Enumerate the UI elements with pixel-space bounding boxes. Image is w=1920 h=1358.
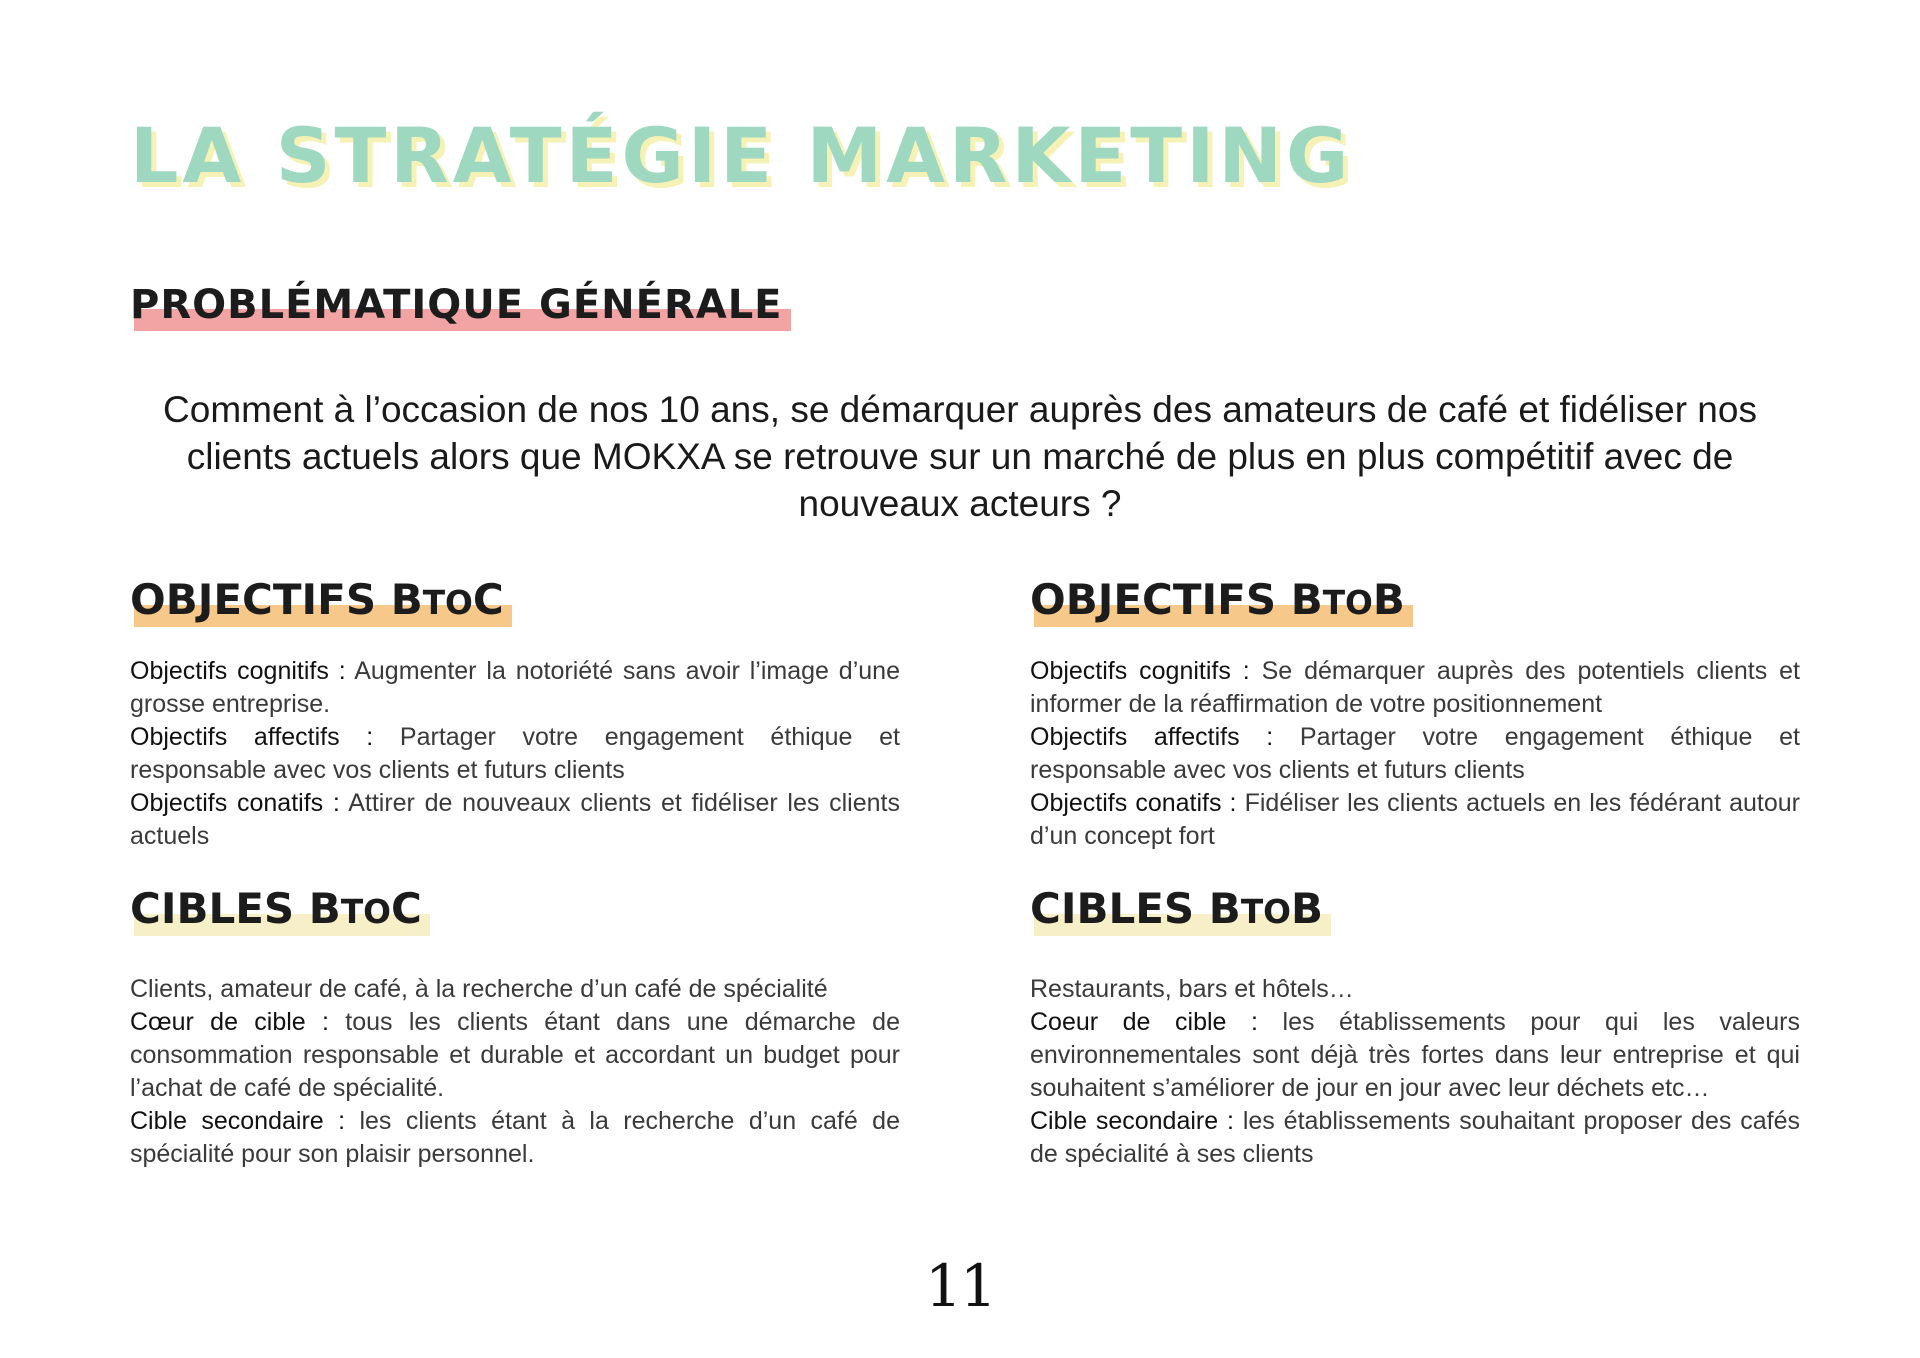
objectifs-btob-conatifs (1030, 787, 1800, 853)
coeur-label: Cœur de cible : (130, 1008, 329, 1036)
coeur-label: Coeur de cible : (1030, 1008, 1258, 1036)
objectifs-btob-heading (1030, 575, 1413, 624)
cibles-btoc-heading-end: C (391, 884, 422, 933)
objectifs-btoc-heading (130, 575, 512, 624)
affectifs-text: Partager votre engagement éthique et responsable avec vos clients et futurs clients (1030, 723, 1800, 784)
objectifs-btob-heading-main: OBJECTIFS B (1030, 575, 1323, 624)
objectifs-btoc-heading-main: OBJECTIFS B (130, 575, 423, 624)
cognitifs-label: Objectifs cognitifs : (1030, 657, 1250, 685)
objectifs-btob-heading-small: TO (1322, 584, 1373, 622)
secondaire-label: Cible secondaire : (130, 1107, 346, 1135)
objectifs-btob-cognitifs (1030, 655, 1800, 721)
coeur-text: les établissements pour qui les valeurs environnementales sont déjà très fortes dans leur entreprise et qui souhaitent s’améliorer de jour en jour avec leur déchets etc… (1030, 1008, 1800, 1102)
objectifs-btoc-heading-end: C (472, 575, 504, 624)
cibles-btob-heading-end: B (1291, 884, 1324, 933)
objectifs-btoc-affectifs (130, 721, 900, 787)
affectifs-label: Objectifs affectifs : (130, 723, 374, 751)
secondaire-text: les établissements souhaitant proposer des cafés de spécialité à ses clients (1030, 1107, 1800, 1168)
page-title: LA STRATÉGIE MARKETING (130, 111, 1353, 200)
conatifs-text: Fidéliser les clients actuels en les fédérant autour d’un concept fort (1030, 789, 1800, 850)
cibles-btob-block (1030, 973, 1800, 1171)
cibles-btob-heading (1030, 884, 1331, 933)
objectifs-btob-heading-end: B (1372, 575, 1405, 624)
secondaire-text: les clients étant à la recherche d’un café de spécialité pour son plaisir personnel. (130, 1107, 900, 1168)
secondaire-label: Cible secondaire : (1030, 1107, 1234, 1135)
problematique-question: Comment à l’occasion de nos 10 ans, se démarquer auprès des amateurs de café et fidéliser nos clients actuels alors que MOKXA se retrouve sur un marché de plus en plus compétitif avec de nouveaux acteurs ? (163, 389, 1757, 524)
objectifs-btob-block (1030, 655, 1800, 853)
conatifs-label: Objectifs conatifs : (130, 789, 340, 817)
affectifs-text: Partager votre engagement éthique et responsable avec vos clients et futurs clients (130, 723, 900, 784)
cibles-btob-heading-small: TO (1240, 893, 1291, 931)
cibles-btob-secondaire (1030, 1105, 1800, 1171)
cognitifs-text: Se démarquer auprès des potentiels clients et informer de la réaffirmation de votre positionnement (1030, 657, 1800, 718)
cibles-btoc-heading-main: CIBLES B (130, 884, 341, 933)
cibles-btoc-intro: Clients, amateur de café, à la recherche d’un café de spécialité (130, 975, 828, 1003)
conatifs-label: Objectifs conatifs : (1030, 789, 1237, 817)
cibles-btob-coeur (1030, 1006, 1800, 1105)
conatifs-text: Attirer de nouveaux clients et fidéliser les clients actuels (130, 789, 900, 850)
coeur-text: tous les clients étant dans une démarche de consommation responsable et durable et accordant un budget pour l’achat de café de spécialité. (130, 1008, 900, 1102)
objectifs-btoc-block (130, 655, 900, 853)
affectifs-label: Objectifs affectifs : (1030, 723, 1274, 751)
cognitifs-label: Objectifs cognitifs : (130, 657, 346, 685)
objectifs-btoc-cognitifs (130, 655, 900, 721)
objectifs-btoc-heading-small: TO (422, 584, 473, 622)
objectifs-btoc-conatifs (130, 787, 900, 853)
objectifs-btob-affectifs (1030, 721, 1800, 787)
problematique-heading (130, 282, 791, 328)
cibles-btob-heading-main: CIBLES B (1030, 884, 1241, 933)
page-number: 11 (925, 1252, 995, 1320)
cognitifs-text: Augmenter la notoriété sans avoir l’image d’une grosse entreprise. (130, 657, 900, 718)
cibles-btoc-heading (130, 884, 430, 933)
cibles-btoc-secondaire (130, 1105, 900, 1171)
cibles-btoc-coeur (130, 1006, 900, 1105)
cibles-btoc-block (130, 973, 900, 1171)
cibles-btob-intro: Restaurants, bars et hôtels… (1030, 975, 1354, 1003)
problematique-heading-text: PROBLÉMATIQUE GÉNÉRALE (130, 282, 783, 328)
cibles-btoc-heading-small: TO (340, 893, 391, 931)
